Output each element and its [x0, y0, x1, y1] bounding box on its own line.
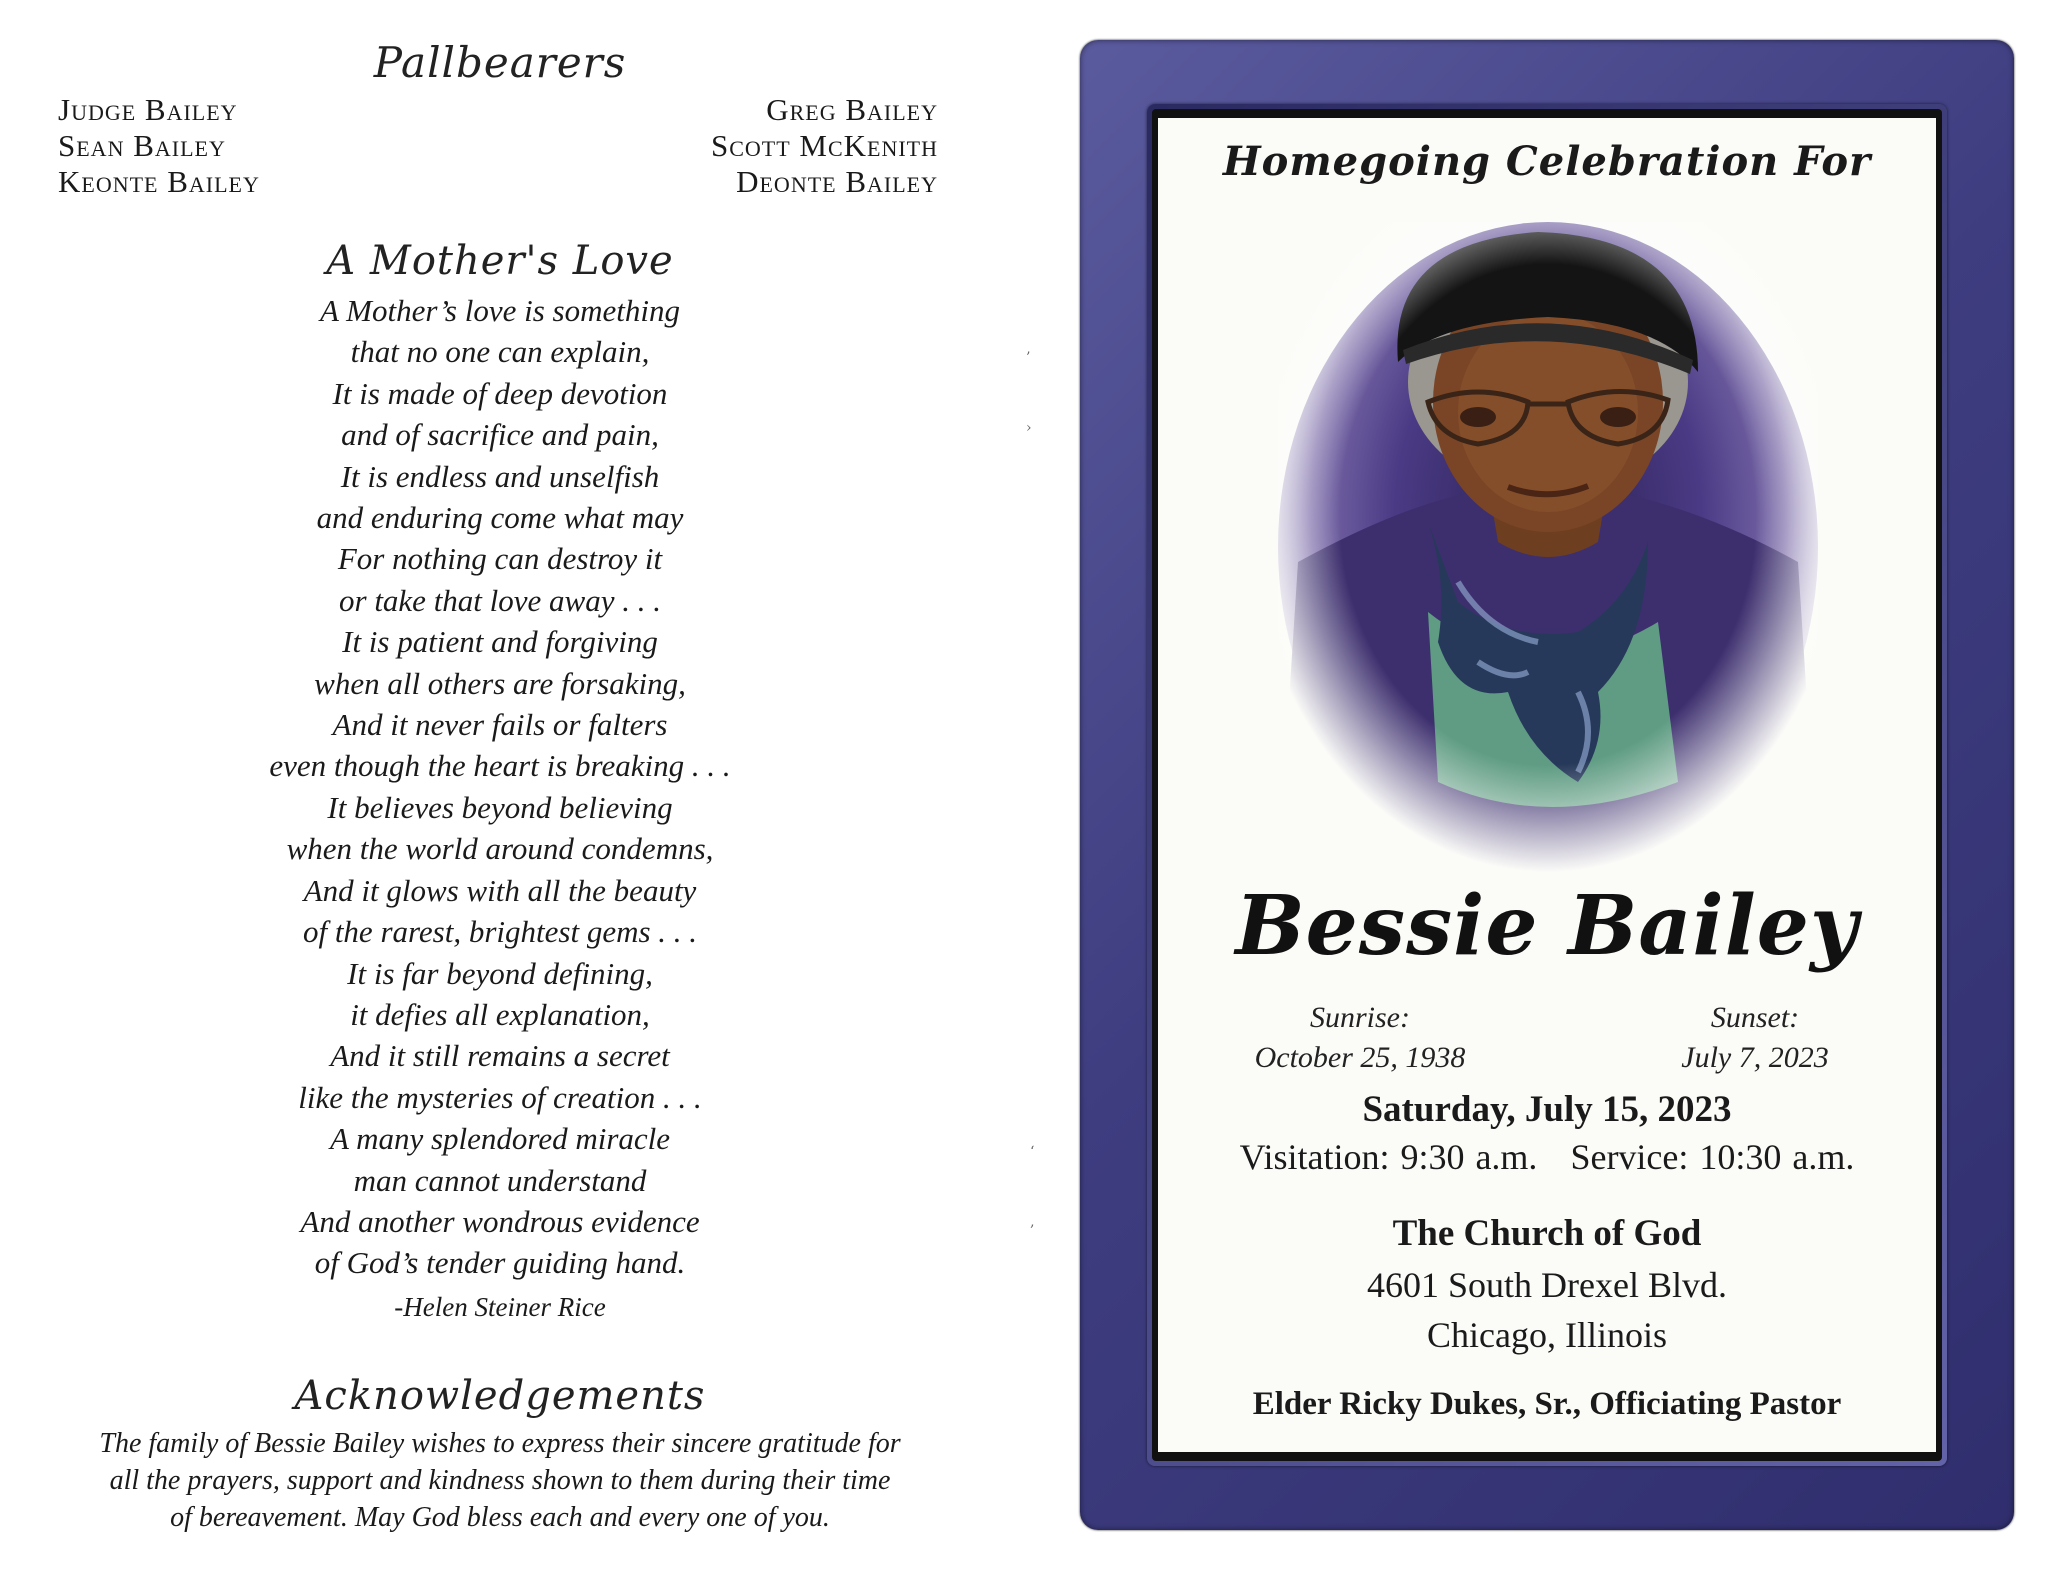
- poem-line: it defies all explanation,: [350, 996, 650, 1032]
- fold-mark: ‘: [1030, 1144, 1035, 1160]
- poem-line: It is patient and forgiving: [342, 624, 658, 660]
- poem-line: of God’s tender guiding hand.: [314, 1245, 686, 1281]
- service-date: Saturday, July 15, 2023: [1362, 1089, 1732, 1130]
- poem-line: A Mother’s love is something: [320, 293, 680, 328]
- pallbearer-name: Judge Bailey: [58, 92, 238, 127]
- deceased-name: Bessie Bailey: [1235, 878, 1859, 974]
- poem-line: when all others are forsaking,: [314, 665, 686, 701]
- service-times: [1158, 1136, 1936, 1178]
- address-line: Chicago, Illinois: [1427, 1315, 1667, 1355]
- service-time: Service: 10:30 a.m.: [1570, 1137, 1855, 1177]
- cover-heading: Homegoing Celebration For: [1222, 138, 1872, 185]
- pallbearer-name: Greg Bailey: [766, 92, 938, 127]
- poem-line: It is made of deep devotion: [332, 375, 668, 411]
- pallbearers-heading: Pallbearers: [373, 38, 627, 87]
- poem-line: And it still remains a secret: [330, 1038, 670, 1074]
- sunset-block: [1605, 998, 1905, 1078]
- church-name: The Church of God: [1392, 1213, 1702, 1254]
- acknowledgements-heading: Acknowledgements: [294, 1373, 706, 1419]
- fold-mark: ›: [1026, 420, 1032, 436]
- sunrise-date: October 25, 1938: [1254, 1041, 1466, 1074]
- poem-author: -Helen Steiner Rice: [394, 1292, 606, 1322]
- poem-line: of the rarest, brightest gems . . .: [302, 914, 698, 950]
- poem-body: [0, 290, 1000, 1284]
- poem-line: and of sacrifice and pain,: [341, 417, 659, 453]
- acknowledgements-line: of bereavement. May God bless each and every one of you.: [170, 1502, 830, 1533]
- poem-line: For nothing can destroy it: [337, 541, 663, 577]
- fold-mark: ‚: [1030, 1214, 1035, 1230]
- pallbearer-name: Deonte Bailey: [736, 164, 938, 199]
- poem-line: man cannot understand: [353, 1162, 647, 1198]
- pallbearers-right-column: [711, 92, 938, 200]
- poem-line: And it never fails or falters: [332, 707, 668, 743]
- poem-line: It is far beyond defining,: [347, 955, 653, 991]
- acknowledgements-line: all the prayers, support and kindness shown to them during their time: [109, 1465, 891, 1496]
- visitation-time: Visitation: 9:30 a.m.: [1239, 1137, 1538, 1177]
- poem-line: like the mysteries of creation . . .: [298, 1079, 702, 1115]
- pallbearer-name: Scott McKenith: [710, 128, 938, 163]
- poem-line: even though the heart is breaking . . .: [269, 748, 731, 784]
- officiating-pastor: Elder Ricky Dukes, Sr., Officiating Pastor: [1252, 1386, 1842, 1422]
- poem-line: and enduring come what may: [316, 500, 684, 536]
- address-line: 4601 South Drexel Blvd.: [1367, 1265, 1727, 1305]
- acknowledgements-text: [60, 1425, 940, 1536]
- pallbearer-name: Sean Bailey: [58, 128, 226, 163]
- poem-line: when the world around condemns,: [286, 831, 714, 867]
- portrait-photo: [1278, 222, 1818, 872]
- fold-mark: ’: [1026, 350, 1031, 366]
- acknowledgements-line: The family of Bessie Bailey wishes to express their sincere gratitude for: [99, 1428, 901, 1459]
- church-address: [1158, 1260, 1936, 1360]
- poem-line: And another wondrous evidence: [300, 1203, 700, 1239]
- sunset-label: Sunset:: [1710, 1001, 1800, 1034]
- sunrise-block: [1210, 998, 1510, 1078]
- poem-line: that no one can explain,: [350, 334, 650, 370]
- pallbearer-name: Keonte Bailey: [58, 164, 260, 199]
- pallbearers-left-column: [58, 92, 260, 200]
- poem-line: A many splendored miracle: [329, 1121, 671, 1157]
- sunrise-label: Sunrise:: [1310, 1001, 1410, 1034]
- sunset-date: July 7, 2023: [1681, 1041, 1829, 1074]
- poem-line: or take that love away . . .: [339, 582, 661, 618]
- poem-line: It is endless and unselfish: [340, 458, 660, 494]
- poem-line: It believes beyond believing: [327, 789, 673, 825]
- poem-heading: A Mother's Love: [326, 238, 674, 284]
- poem-line: And it glows with all the beauty: [303, 872, 697, 908]
